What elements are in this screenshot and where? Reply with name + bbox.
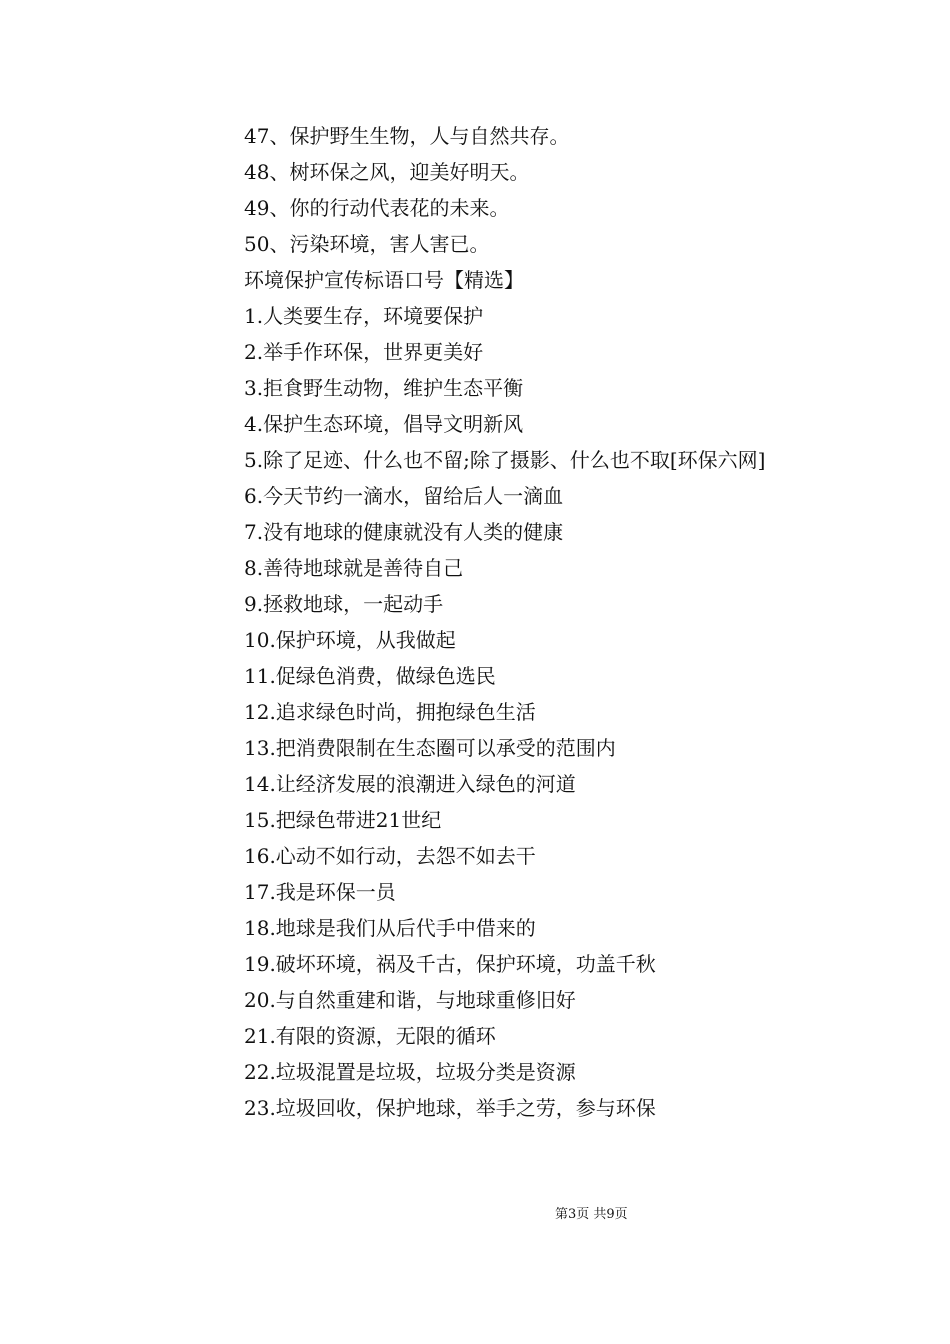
page-number-footer: 第3页 共9页: [555, 1207, 628, 1222]
text-line: 48、树环保之风，迎美好明天。: [244, 160, 530, 184]
text-line: 17.我是环保一员: [244, 880, 396, 904]
text-line: 7.没有地球的健康就没有人类的健康: [244, 520, 564, 544]
text-line: 14.让经济发展的浪潮进入绿色的河道: [244, 772, 576, 796]
text-line: 9.拯救地球，一起动手: [244, 592, 444, 616]
text-line: 21.有限的资源，无限的循环: [244, 1024, 496, 1048]
text-line: 22.垃圾混置是垃圾，垃圾分类是资源: [244, 1060, 576, 1084]
text-line: 2.举手作环保，世界更美好: [244, 340, 484, 364]
text-line: 12.追求绿色时尚，拥抱绿色生活: [244, 700, 536, 724]
text-line: 19.破坏环境，祸及千古，保护环境，功盖千秋: [244, 952, 656, 976]
document-body: [140, 118, 830, 1126]
text-line: 11.促绿色消费，做绿色选民: [244, 664, 496, 688]
text-line: 20.与自然重建和谐，与地球重修旧好: [244, 988, 576, 1012]
text-line: 3.拒食野生动物，维护生态平衡: [244, 376, 524, 400]
text-line-wrapped: 5.除了足迹、什么也不留;除了摄影、什么也不取[环保六网]: [244, 448, 766, 472]
text-line: 47、保护野生生物，人与自然共存。: [244, 124, 570, 148]
text-line: 10.保护环境，从我做起: [244, 628, 456, 652]
text-line: 1.人类要生存，环境要保护: [244, 304, 484, 328]
section-heading: 环境保护宣传标语口号【精选】: [244, 268, 524, 292]
text-line: 16.心动不如行动，去怨不如去干: [244, 844, 536, 868]
text-line: 4.保护生态环境，倡导文明新风: [244, 412, 524, 436]
text-line: 13.把消费限制在生态圈可以承受的范围内: [244, 736, 616, 760]
text-line: 50、污染环境，害人害已。: [244, 232, 490, 256]
text-line: 6.今天节约一滴水，留给后人一滴血: [244, 484, 564, 508]
text-line: 15.把绿色带进21世纪: [244, 808, 442, 832]
text-line: 49、你的行动代表花的未来。: [244, 196, 510, 220]
text-line: 18.地球是我们从后代手中借来的: [244, 916, 536, 940]
text-line: 8.善待地球就是善待自己: [244, 556, 464, 580]
text-line: 23.垃圾回收，保护地球，举手之劳，参与环保: [244, 1096, 656, 1120]
